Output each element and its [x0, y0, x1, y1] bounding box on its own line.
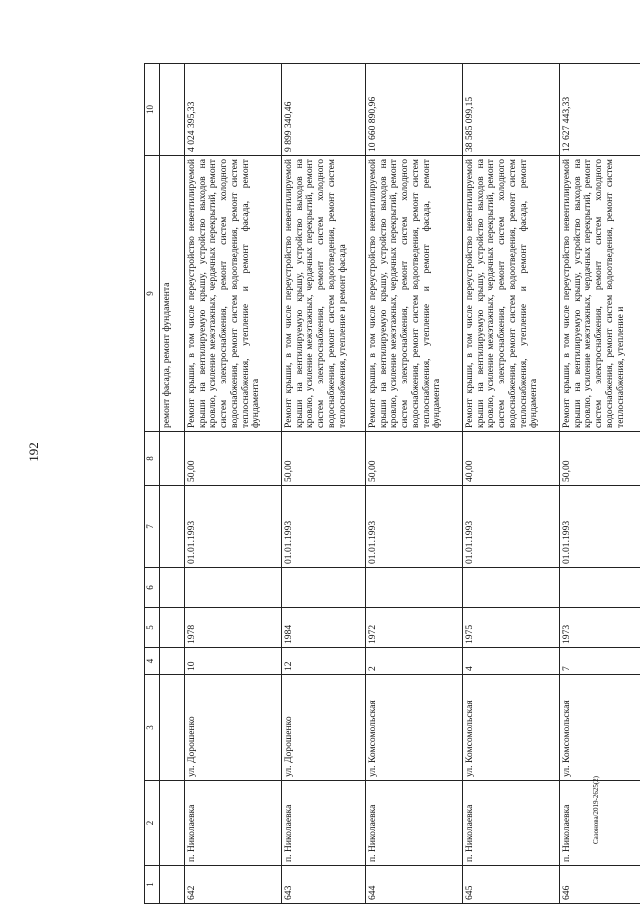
row-number: 643 — [281, 866, 365, 904]
header-cell: 10 — [145, 64, 160, 156]
column-6-cell — [365, 568, 462, 608]
work-types-cell: Ремонт крыши, в том числе переустройство невентилируемой крыши на вентилируемую крышу, устройство выходов на кровлю, усиление межэтажных, чердачных перекрытий, ремонт систем электроснабжения, ремонт систем холодного водоснабжения, ремонт систем водоотведения, ремонт систем теплоснабжения, утепление и ремонт фасада — [281, 156, 365, 432]
house-cell: 4 — [462, 648, 559, 675]
house-cell: 12 — [281, 648, 365, 675]
settlement-cell: п. Николаевка — [559, 781, 640, 866]
header-cell: 5 — [145, 608, 160, 648]
column-6-cell — [281, 568, 365, 608]
street-cell: ул. Комсомольская — [365, 675, 462, 781]
settlement-cell: п. Николаевка — [462, 781, 559, 866]
header-cell: 6 — [145, 568, 160, 608]
street-cell: ул. Комсомольская — [559, 675, 640, 781]
year-cell: 1984 — [281, 608, 365, 648]
row-number: 645 — [462, 866, 559, 904]
settlement-cell: п. Николаевка — [281, 781, 365, 866]
wear-cell: 50,00 — [281, 432, 365, 486]
continuation-work-cell: ремонт фасада, ремонт фундамента — [160, 156, 185, 432]
table-row — [365, 64, 462, 904]
year-cell: 1978 — [185, 608, 282, 648]
header-cell: 9 — [145, 156, 160, 432]
capital-repair-table — [144, 63, 640, 904]
header-cell: 7 — [145, 486, 160, 568]
street-cell: ул. Комсомольская — [462, 675, 559, 781]
settlement-cell: п. Николаевка — [365, 781, 462, 866]
date-cell: 01.01.1993 — [462, 486, 559, 568]
settlement-cell: п. Николаевка — [185, 781, 282, 866]
date-cell: 01.01.1993 — [185, 486, 282, 568]
work-types-cell: Ремонт крыши, в том числе переустройство невентилируемой крыши на вентилируемую крышу, устройство выходов на кровлю, усиление межэтажных, чердачных перекрытий, ремонт систем электроснабжения, ремонт систем холодного водоснабжения, ремонт систем водоотведения, ремонт систем теплоснабжения, утепление и ремонт фасада, ремонт фундамента — [185, 156, 282, 432]
row-number: 642 — [185, 866, 282, 904]
year-cell: 1975 — [462, 608, 559, 648]
table-row — [281, 64, 365, 904]
cost-cell: 10 660 890,96 — [365, 64, 462, 156]
date-cell: 01.01.1993 — [281, 486, 365, 568]
date-cell: 01.01.1993 — [559, 486, 640, 568]
cost-cell: 4 024 395,33 — [185, 64, 282, 156]
house-cell: 10 — [185, 648, 282, 675]
house-cell: 2 — [365, 648, 462, 675]
cost-cell: 9 899 340,46 — [281, 64, 365, 156]
header-cell: 4 — [145, 648, 160, 675]
row-number: 644 — [365, 866, 462, 904]
house-cell: 7 — [559, 648, 640, 675]
header-row — [145, 64, 160, 904]
wear-cell: 50,00 — [185, 432, 282, 486]
cost-cell: 38 585 099,15 — [462, 64, 559, 156]
column-6-cell — [462, 568, 559, 608]
work-types-cell: Ремонт крыши, в том числе переустройство невентилируемой крыши на вентилируемую крышу, устройство выходов на кровлю, усиление межэтажных, чердачных перекрытий, ремонт систем электроснабжения, ремонт систем холодного водоснабжения, ремонт систем водоотведения, ремонт систем теплоснабжения, утепление и ремонт фасада, ремонт фундамента — [365, 156, 462, 432]
footer-reference: Сазонова/2019-2625(2) — [592, 775, 600, 845]
header-cell: 8 — [145, 432, 160, 486]
page-number: 192 — [26, 442, 41, 462]
street-cell: ул. Дорошенко — [185, 675, 282, 781]
header-cell: 2 — [145, 781, 160, 866]
street-cell: ул. Дорошенко — [281, 675, 365, 781]
column-6-cell — [185, 568, 282, 608]
work-types-cell: Ремонт крыши, в том числе переустройство невентилируемой крыши на вентилируемую крышу, устройство выходов на кровлю, усиление межэтажных, чердачных перекрытий, ремонт систем электроснабжения, ремонт систем холодного водоснабжения, ремонт систем водоотведения, ремонт систем теплоснабжения, утепление и ремонт фасада, ремонт фундамента — [462, 156, 559, 432]
cost-cell: 12 627 443,33 — [559, 64, 640, 156]
rotated-table-wrapper — [144, 64, 640, 904]
year-cell: 1973 — [559, 608, 640, 648]
wear-cell: 50,00 — [365, 432, 462, 486]
row-number: 646 — [559, 866, 640, 904]
year-cell: 1972 — [365, 608, 462, 648]
wear-cell: 50,00 — [559, 432, 640, 486]
header-cell: 1 — [145, 866, 160, 904]
header-cell: 3 — [145, 675, 160, 781]
table-row — [185, 64, 282, 904]
continuation-row — [160, 64, 185, 904]
wear-cell: 40,00 — [462, 432, 559, 486]
column-6-cell — [559, 568, 640, 608]
date-cell: 01.01.1993 — [365, 486, 462, 568]
table-row — [462, 64, 559, 904]
work-types-cell: Ремонт крыши, в том числе переустройство невентилируемой крыши на вентилируемую крышу, устройство выходов на кровлю, усиление межэтажных, чердачных перекрытий, ремонт систем электроснабжения, ремонт систем холодного водоснабжения, ремонт систем водоотведения, ремонт систем теплоснабжения, утепление и — [559, 156, 640, 432]
